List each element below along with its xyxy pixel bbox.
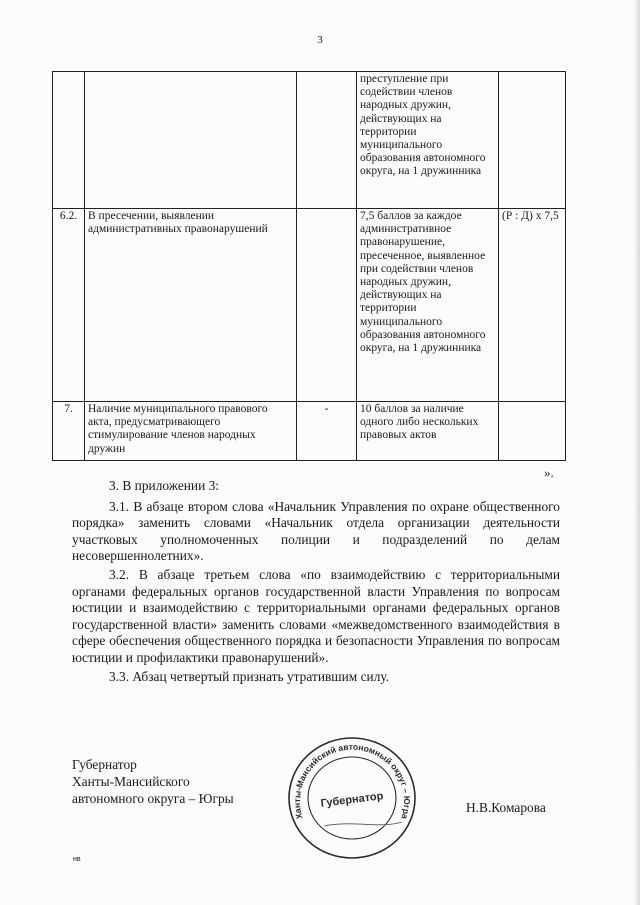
table-row <box>53 72 566 209</box>
paragraph-3: 3. В приложении 3: <box>109 478 220 493</box>
scan-edge-shadow <box>634 0 640 905</box>
row-description: 7,5 баллов за каждое административное правонарушение, пресеченное, выявленное при содействии членов народных дружин, действующих на территории муниципального образования автономного округа, на 1 дружинника <box>357 209 499 402</box>
signature-stroke <box>324 822 402 826</box>
table-row <box>53 209 566 402</box>
criteria-table <box>52 71 566 461</box>
executor-initials: нв <box>73 856 81 863</box>
row-description: 10 баллов за наличие одного либо нескольких правовых актов <box>357 402 499 461</box>
seal-ring-text: Ханты-Мансийский автономный округ – Югра <box>291 741 413 821</box>
official-seal <box>284 734 420 862</box>
amendment-text <box>72 478 560 687</box>
paragraph-3-1: 3.1. В абзаце втором слова «Начальник Управления по охране общественного порядка» заменить словами «Начальник отдела организации деятельности участковых уполномоченных полиции и подразделений по делам несовершеннолетних». <box>72 498 560 564</box>
table-row <box>53 402 566 461</box>
row-criterion: В пресечении, выявлении административных правонарушений <box>85 209 297 402</box>
paragraph-3-3: 3.3. Абзац четвертый признать утратившим силу. <box>109 668 390 684</box>
signatory-line-3: автономного округа – Югры <box>72 791 234 806</box>
row-criterion <box>85 72 297 209</box>
signatory-position <box>72 756 234 807</box>
row-dash: - <box>297 402 357 461</box>
row-number <box>53 72 85 209</box>
signatory-name: Н.В.Комарова <box>466 800 546 815</box>
paragraph-3-2: 3.2. В абзаце третьем слова «по взаимодействию с территориальными органами федеральных органов государственной власти Управления по вопросам юстиции и взаимодействию с территориальными органами федеральных органов государственной власти» заменить словами «межведомственного взаимодействия в сфере обеспечения общественного порядка и безопасности Управления по вопросам юстиции и профилактики правонарушений». <box>72 566 560 665</box>
row-dash <box>297 209 357 402</box>
row-number: 7. <box>53 402 85 461</box>
row-number: 6.2. <box>53 209 85 402</box>
page-number: 3 <box>317 34 323 46</box>
row-dash <box>297 72 357 209</box>
row-criterion: Наличие муниципального правового акта, предусматривающего стимулирование членов народных дружин <box>85 402 297 461</box>
row-description: преступление при содействии членов народных дружин, действующих на территории муниципального образования автономного округа, на 1 дружинника <box>357 72 499 209</box>
row-formula <box>499 402 566 461</box>
row-formula: (Р : Д) х 7,5 <box>499 209 566 402</box>
closing-quote: ». <box>544 465 554 480</box>
seal-center-text: Губернатор <box>319 790 385 810</box>
signatory-line-1: Губернатор <box>72 757 137 772</box>
signatory-line-2: Ханты-Мансийского <box>72 774 190 789</box>
row-formula <box>499 72 566 209</box>
